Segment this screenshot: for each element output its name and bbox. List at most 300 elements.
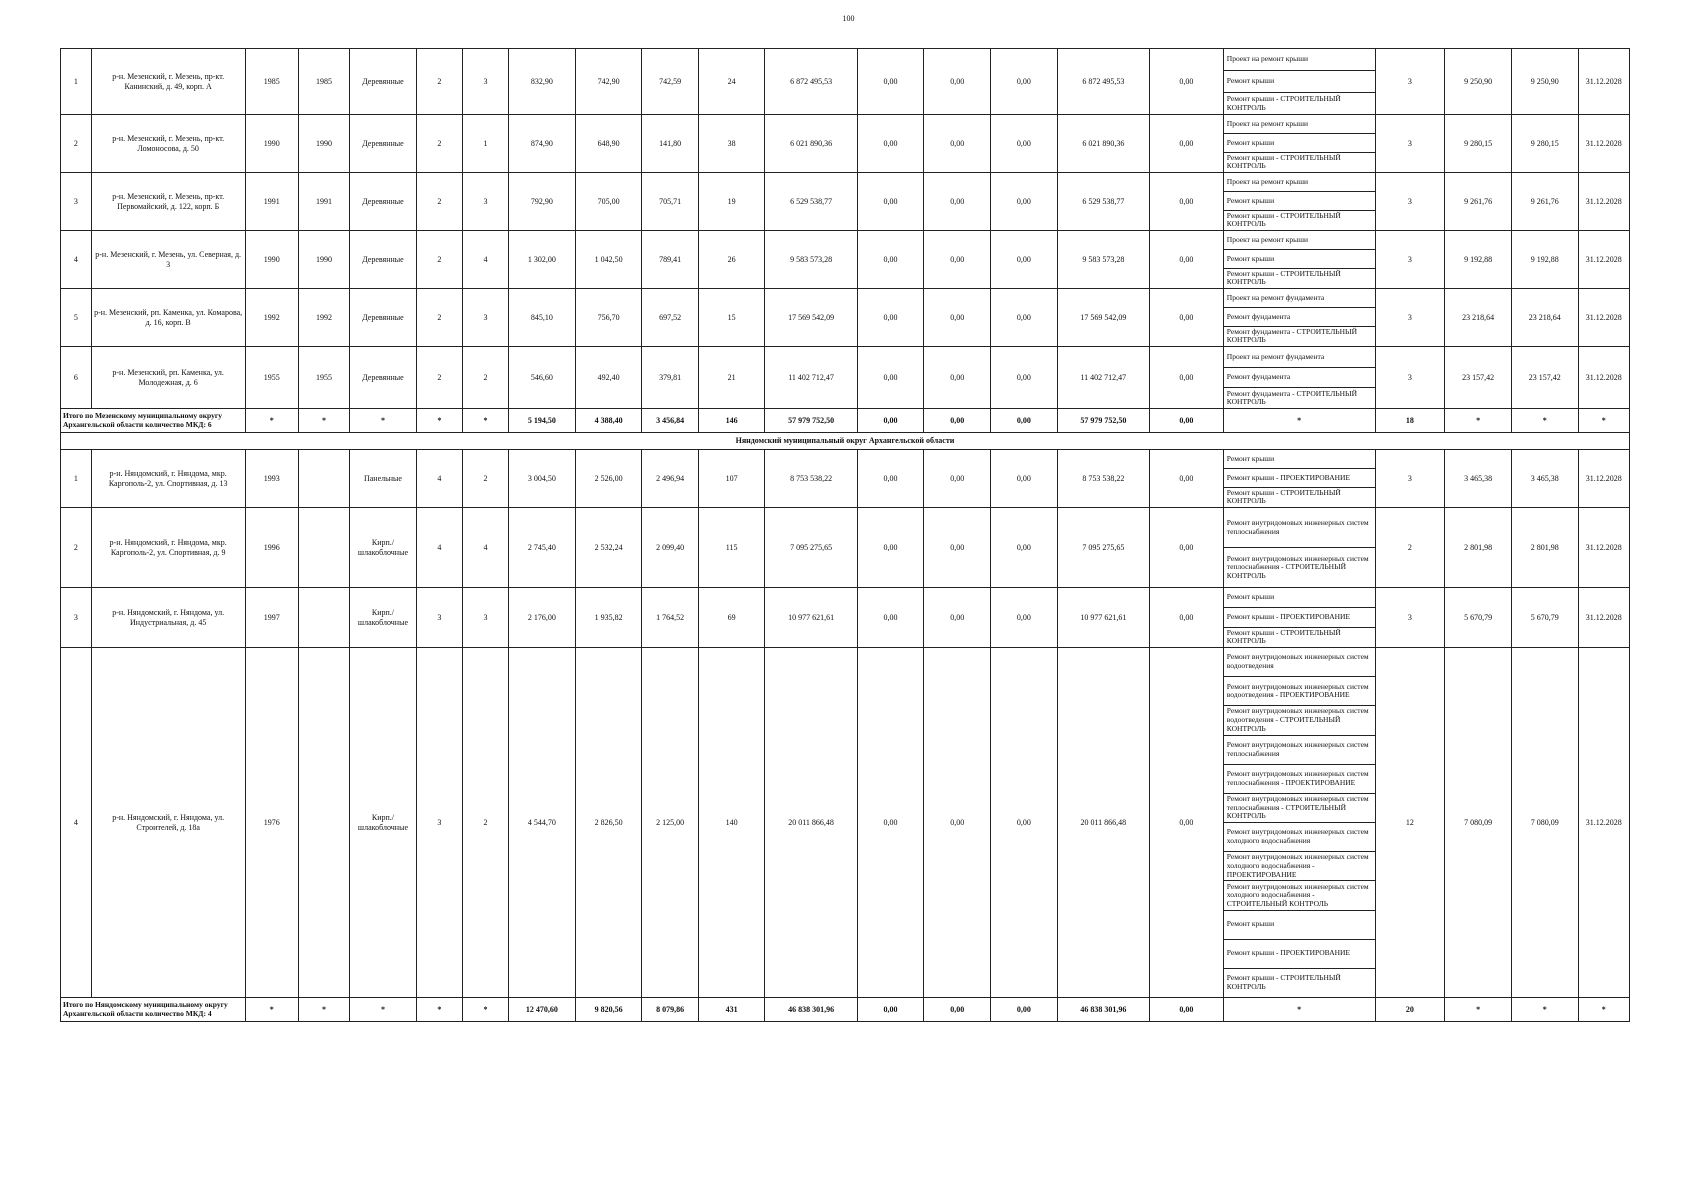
total-f2: 0,00 bbox=[924, 409, 991, 433]
work-item: Ремонт крыши bbox=[1224, 588, 1375, 608]
cell-en: 3 bbox=[462, 588, 508, 648]
cell-a2: 2 526,00 bbox=[575, 450, 642, 508]
cell-en: 3 bbox=[462, 289, 508, 347]
work-item: Ремонт внутридомовых инженерных систем теплоснабжения - ПРОЕКТИРОВАНИЕ bbox=[1224, 765, 1375, 794]
total-res: 146 bbox=[698, 409, 765, 433]
cell-fl: 4 bbox=[416, 450, 462, 508]
cell-y2: 1990 bbox=[298, 231, 349, 289]
total-date: * bbox=[1578, 998, 1629, 1022]
work-item: Ремонт внутридомовых инженерных систем теплоснабжения - СТРОИТЕЛЬНЫЙ КОНТРОЛЬ bbox=[1224, 794, 1375, 823]
work-item: Ремонт крыши - СТРОИТЕЛЬНЫЙ КОНТРОЛЬ bbox=[1226, 210, 1341, 229]
cell-a2: 1 935,82 bbox=[575, 588, 642, 648]
cell-a1: 845,10 bbox=[509, 289, 576, 347]
cell-a1: 4 544,70 bbox=[509, 648, 576, 998]
cell-f3: 0,00 bbox=[991, 173, 1058, 231]
cell-res: 19 bbox=[698, 173, 765, 231]
table-row bbox=[61, 173, 1630, 231]
total-f2: 0,00 bbox=[924, 998, 991, 1022]
cell-cost: 17 569 542,09 bbox=[765, 289, 857, 347]
work-item: Ремонт внутридомовых инженерных систем холодного водоснабжения bbox=[1224, 823, 1375, 852]
cell-y2 bbox=[298, 588, 349, 648]
cell-f3: 0,00 bbox=[991, 347, 1058, 409]
table-row bbox=[61, 115, 1630, 173]
cell-f5: 0,00 bbox=[1149, 289, 1223, 347]
cell-works bbox=[1223, 49, 1375, 115]
total-a3: 3 456,84 bbox=[642, 409, 698, 433]
total-c2: * bbox=[298, 998, 349, 1022]
cell-res: 38 bbox=[698, 115, 765, 173]
cell-u2: 9 250,90 bbox=[1511, 49, 1578, 115]
cell-y1: 1997 bbox=[245, 588, 298, 648]
cell-f3: 0,00 bbox=[991, 115, 1058, 173]
cell-f4: 6 872 495,53 bbox=[1057, 49, 1149, 115]
cell-u2: 3 465,38 bbox=[1511, 450, 1578, 508]
cell-f1: 0,00 bbox=[857, 289, 924, 347]
cell-res: 26 bbox=[698, 231, 765, 289]
cell-a3: 141,80 bbox=[642, 115, 698, 173]
work-item: Проект на ремонт крыши bbox=[1224, 231, 1375, 250]
cell-a3: 742,59 bbox=[642, 49, 698, 115]
work-item: Проект на ремонт крыши bbox=[1224, 115, 1375, 134]
cell-cnt: 3 bbox=[1375, 231, 1445, 289]
cell-u1: 5 670,79 bbox=[1445, 588, 1512, 648]
cell-a1: 546,60 bbox=[509, 347, 576, 409]
cell-cnt: 3 bbox=[1375, 289, 1445, 347]
cell-works bbox=[1223, 289, 1375, 347]
cell-a2: 742,90 bbox=[575, 49, 642, 115]
cell-n: 2 bbox=[61, 115, 92, 173]
cell-f3: 0,00 bbox=[991, 49, 1058, 115]
cell-y2: 1955 bbox=[298, 347, 349, 409]
cell-addr: р-н. Няндомский, г. Няндома, ул. Строителей, д. 18а bbox=[91, 648, 245, 998]
cell-u2: 2 801,98 bbox=[1511, 508, 1578, 588]
cell-works bbox=[1223, 648, 1375, 998]
cell-n: 4 bbox=[61, 231, 92, 289]
cell-addr: р-н. Мезенский, рп. Каменка, ул. Комарова, д. 16, корп. В bbox=[91, 289, 245, 347]
cell-f4: 9 583 573,28 bbox=[1057, 231, 1149, 289]
cell-f4: 17 569 542,09 bbox=[1057, 289, 1149, 347]
cell-y1: 1993 bbox=[245, 450, 298, 508]
cell-en: 3 bbox=[462, 49, 508, 115]
cell-res: 24 bbox=[698, 49, 765, 115]
section-mezen bbox=[61, 49, 1630, 433]
cell-n: 1 bbox=[61, 49, 92, 115]
cell-a3: 1 764,52 bbox=[642, 588, 698, 648]
cell-addr: р-н. Няндомский, г. Няндома, мкр. Каргополь-2, ул. Спортивная, д. 13 bbox=[91, 450, 245, 508]
cell-cost: 9 583 573,28 bbox=[765, 231, 857, 289]
cell-addr: р-н. Няндомский, г. Няндома, мкр. Каргополь-2, ул. Спортивная, д. 9 bbox=[91, 508, 245, 588]
total-f4: 46 838 301,96 bbox=[1057, 998, 1149, 1022]
cell-f5: 0,00 bbox=[1149, 347, 1223, 409]
total-w: * bbox=[1223, 998, 1375, 1022]
cell-a2: 2 826,50 bbox=[575, 648, 642, 998]
work-item: Ремонт крыши - СТРОИТЕЛЬНЫЙ КОНТРОЛЬ bbox=[1226, 487, 1341, 506]
cell-f4: 11 402 712,47 bbox=[1057, 347, 1149, 409]
cell-u1: 9 280,15 bbox=[1445, 115, 1512, 173]
total-f5: 0,00 bbox=[1149, 409, 1223, 433]
cell-u2: 5 670,79 bbox=[1511, 588, 1578, 648]
cell-works bbox=[1223, 231, 1375, 289]
cell-cnt: 2 bbox=[1375, 508, 1445, 588]
cell-u2: 9 192,88 bbox=[1511, 231, 1578, 289]
total-f1: 0,00 bbox=[857, 409, 924, 433]
cell-cnt: 3 bbox=[1375, 347, 1445, 409]
cell-u1: 9 261,76 bbox=[1445, 173, 1512, 231]
cell-u1: 7 080,09 bbox=[1445, 648, 1512, 998]
cell-f4: 7 095 275,65 bbox=[1057, 508, 1149, 588]
work-item: Проект на ремонт крыши bbox=[1224, 173, 1375, 192]
total-c1: * bbox=[245, 998, 298, 1022]
cell-mat: Кирп./ шлакоблочные bbox=[350, 588, 417, 648]
cell-res: 115 bbox=[698, 508, 765, 588]
cell-y1: 1992 bbox=[245, 289, 298, 347]
cell-y1: 1991 bbox=[245, 173, 298, 231]
cell-f1: 0,00 bbox=[857, 49, 924, 115]
cell-f1: 0,00 bbox=[857, 450, 924, 508]
cell-f1: 0,00 bbox=[857, 115, 924, 173]
cell-date: 31.12.2028 bbox=[1578, 347, 1629, 409]
cell-a3: 2 496,94 bbox=[642, 450, 698, 508]
work-item: Проект на ремонт фундамента bbox=[1224, 289, 1375, 308]
cell-n: 1 bbox=[61, 450, 92, 508]
work-item: Ремонт крыши - ПРОЕКТИРОВАНИЕ bbox=[1224, 469, 1375, 488]
total-u2: * bbox=[1511, 409, 1578, 433]
cell-a3: 2 125,00 bbox=[642, 648, 698, 998]
cell-date: 31.12.2028 bbox=[1578, 508, 1629, 588]
cell-f5: 0,00 bbox=[1149, 49, 1223, 115]
cell-u2: 9 261,76 bbox=[1511, 173, 1578, 231]
cell-f2: 0,00 bbox=[924, 49, 991, 115]
cell-f5: 0,00 bbox=[1149, 508, 1223, 588]
total-c5: * bbox=[462, 998, 508, 1022]
cell-a1: 2 176,00 bbox=[509, 588, 576, 648]
work-item: Ремонт внутридомовых инженерных систем водоотведения bbox=[1224, 648, 1375, 677]
cell-cnt: 3 bbox=[1375, 450, 1445, 508]
cell-f3: 0,00 bbox=[991, 508, 1058, 588]
total-c2: * bbox=[298, 409, 349, 433]
work-item: Ремонт крыши bbox=[1224, 192, 1375, 211]
cell-f2: 0,00 bbox=[924, 648, 991, 998]
cell-f4: 20 011 866,48 bbox=[1057, 648, 1149, 998]
total-u1: * bbox=[1445, 409, 1512, 433]
cell-u2: 9 280,15 bbox=[1511, 115, 1578, 173]
cell-addr: р-н. Мезенский, рп. Каменка, ул. Молодежная, д. 6 bbox=[91, 347, 245, 409]
cell-date: 31.12.2028 bbox=[1578, 648, 1629, 998]
cell-date: 31.12.2028 bbox=[1578, 450, 1629, 508]
cell-cost: 6 872 495,53 bbox=[765, 49, 857, 115]
cell-mat: Кирп./ шлакоблочные bbox=[350, 648, 417, 998]
work-item: Ремонт внутридомовых инженерных систем теплоснабжения bbox=[1224, 508, 1375, 548]
cell-a3: 789,41 bbox=[642, 231, 698, 289]
cell-a2: 1 042,50 bbox=[575, 231, 642, 289]
cell-res: 21 bbox=[698, 347, 765, 409]
cell-y2: 1992 bbox=[298, 289, 349, 347]
cell-u1: 9 250,90 bbox=[1445, 49, 1512, 115]
cell-u1: 3 465,38 bbox=[1445, 450, 1512, 508]
cell-en: 4 bbox=[462, 231, 508, 289]
total-a1: 12 470,60 bbox=[509, 998, 576, 1022]
cell-res: 69 bbox=[698, 588, 765, 648]
work-item: Ремонт фундамента - СТРОИТЕЛЬНЫЙ КОНТРОЛЬ bbox=[1226, 388, 1357, 407]
cell-a2: 705,00 bbox=[575, 173, 642, 231]
cell-f1: 0,00 bbox=[857, 588, 924, 648]
cell-works bbox=[1223, 508, 1375, 588]
work-item: Ремонт внутридомовых инженерных систем холодного водоснабжения - СТРОИТЕЛЬНЫЙ КОНТРОЛЬ bbox=[1224, 881, 1375, 910]
page-number: 100 bbox=[842, 14, 855, 23]
cell-works bbox=[1223, 588, 1375, 648]
cell-f3: 0,00 bbox=[991, 648, 1058, 998]
work-item: Ремонт крыши - СТРОИТЕЛЬНЫЙ КОНТРОЛЬ bbox=[1226, 152, 1341, 171]
cell-mat: Панельные bbox=[350, 450, 417, 508]
cell-res: 15 bbox=[698, 289, 765, 347]
work-item: Ремонт крыши - СТРОИТЕЛЬНЫЙ КОНТРОЛЬ bbox=[1226, 627, 1341, 646]
cell-mat: Деревянные bbox=[350, 347, 417, 409]
cell-mat: Деревянные bbox=[350, 289, 417, 347]
total-c3: * bbox=[350, 998, 417, 1022]
cell-n: 5 bbox=[61, 289, 92, 347]
cell-y1: 1990 bbox=[245, 115, 298, 173]
cell-fl: 3 bbox=[416, 648, 462, 998]
table-row bbox=[61, 347, 1630, 409]
total-w: * bbox=[1223, 409, 1375, 433]
cell-u2: 7 080,09 bbox=[1511, 648, 1578, 998]
cell-date: 31.12.2028 bbox=[1578, 173, 1629, 231]
total-date: * bbox=[1578, 409, 1629, 433]
cell-a1: 1 302,00 bbox=[509, 231, 576, 289]
work-item: Ремонт крыши - ПРОЕКТИРОВАНИЕ bbox=[1224, 940, 1375, 969]
cell-cost: 20 011 866,48 bbox=[765, 648, 857, 998]
work-item: Ремонт внутридомовых инженерных систем водоотведения - ПРОЕКТИРОВАНИЕ bbox=[1224, 677, 1375, 706]
cell-a1: 874,90 bbox=[509, 115, 576, 173]
cell-fl: 2 bbox=[416, 49, 462, 115]
cell-res: 140 bbox=[698, 648, 765, 998]
cell-cost: 8 753 538,22 bbox=[765, 450, 857, 508]
cell-date: 31.12.2028 bbox=[1578, 588, 1629, 648]
cell-f2: 0,00 bbox=[924, 588, 991, 648]
table-row bbox=[61, 450, 1630, 508]
cell-a2: 2 532,24 bbox=[575, 508, 642, 588]
cell-n: 3 bbox=[61, 588, 92, 648]
cell-f5: 0,00 bbox=[1149, 115, 1223, 173]
cell-u1: 23 157,42 bbox=[1445, 347, 1512, 409]
cell-fl: 2 bbox=[416, 231, 462, 289]
cell-f5: 0,00 bbox=[1149, 450, 1223, 508]
cell-a3: 705,71 bbox=[642, 173, 698, 231]
cell-en: 3 bbox=[462, 173, 508, 231]
cell-f2: 0,00 bbox=[924, 115, 991, 173]
work-item: Ремонт крыши - СТРОИТЕЛЬНЫЙ КОНТРОЛЬ bbox=[1226, 268, 1341, 287]
cell-cnt: 3 bbox=[1375, 115, 1445, 173]
cell-mat: Деревянные bbox=[350, 231, 417, 289]
total-res: 431 bbox=[698, 998, 765, 1022]
total-label: Итого по Няндомскому муниципальному округу Архангельской области количество МКД: 4 bbox=[61, 998, 246, 1022]
total-c4: * bbox=[416, 998, 462, 1022]
cell-f2: 0,00 bbox=[924, 173, 991, 231]
cell-y2 bbox=[298, 508, 349, 588]
cell-a2: 492,40 bbox=[575, 347, 642, 409]
cell-cnt: 3 bbox=[1375, 173, 1445, 231]
work-item: Ремонт фундамента bbox=[1224, 308, 1375, 327]
repair-program-table bbox=[60, 48, 1630, 1022]
total-c5: * bbox=[462, 409, 508, 433]
cell-fl: 2 bbox=[416, 289, 462, 347]
cell-fl: 4 bbox=[416, 508, 462, 588]
cell-f4: 8 753 538,22 bbox=[1057, 450, 1149, 508]
cell-a1: 2 745,40 bbox=[509, 508, 576, 588]
cell-f5: 0,00 bbox=[1149, 173, 1223, 231]
section-nyandoma bbox=[61, 450, 1630, 1022]
cell-f2: 0,00 bbox=[924, 450, 991, 508]
cell-en: 2 bbox=[462, 450, 508, 508]
cell-fl: 2 bbox=[416, 347, 462, 409]
cell-f1: 0,00 bbox=[857, 508, 924, 588]
total-a2: 4 388,40 bbox=[575, 409, 642, 433]
cell-res: 107 bbox=[698, 450, 765, 508]
cell-addr: р-н. Мезенский, г. Мезень, ул. Северная, д. 3 bbox=[91, 231, 245, 289]
table-row bbox=[61, 289, 1630, 347]
cell-works bbox=[1223, 450, 1375, 508]
cell-date: 31.12.2028 bbox=[1578, 49, 1629, 115]
cell-works bbox=[1223, 173, 1375, 231]
cell-en: 2 bbox=[462, 347, 508, 409]
cell-u1: 23 218,64 bbox=[1445, 289, 1512, 347]
cell-y1: 1990 bbox=[245, 231, 298, 289]
cell-en: 4 bbox=[462, 508, 508, 588]
cell-y1: 1996 bbox=[245, 508, 298, 588]
work-item: Ремонт крыши bbox=[1224, 250, 1375, 269]
total-f3: 0,00 bbox=[991, 409, 1058, 433]
work-item: Ремонт крыши bbox=[1224, 911, 1375, 940]
total-cnt: 18 bbox=[1375, 409, 1445, 433]
cell-cnt: 3 bbox=[1375, 49, 1445, 115]
cell-cost: 6 021 890,36 bbox=[765, 115, 857, 173]
cell-f5: 0,00 bbox=[1149, 648, 1223, 998]
total-c3: * bbox=[350, 409, 417, 433]
total-f1: 0,00 bbox=[857, 998, 924, 1022]
cell-en: 2 bbox=[462, 648, 508, 998]
total-c1: * bbox=[245, 409, 298, 433]
cell-n: 3 bbox=[61, 173, 92, 231]
cell-n: 2 bbox=[61, 508, 92, 588]
work-item: Ремонт фундамента - СТРОИТЕЛЬНЫЙ КОНТРОЛЬ bbox=[1226, 326, 1357, 345]
cell-f1: 0,00 bbox=[857, 173, 924, 231]
cell-f4: 6 529 538,77 bbox=[1057, 173, 1149, 231]
cell-n: 6 bbox=[61, 347, 92, 409]
work-item: Ремонт внутридомовых инженерных систем теплоснабжения - СТРОИТЕЛЬНЫЙ КОНТРОЛЬ bbox=[1226, 553, 1369, 580]
cell-cnt: 3 bbox=[1375, 588, 1445, 648]
cell-cost: 10 977 621,61 bbox=[765, 588, 857, 648]
work-item: Ремонт внутридомовых инженерных систем холодного водоснабжения - ПРОЕКТИРОВАНИЕ bbox=[1224, 852, 1375, 881]
cell-cost: 11 402 712,47 bbox=[765, 347, 857, 409]
total-row bbox=[61, 409, 1630, 433]
work-item: Проект на ремонт крыши bbox=[1224, 49, 1375, 71]
total-f5: 0,00 bbox=[1149, 998, 1223, 1022]
cell-fl: 2 bbox=[416, 173, 462, 231]
cell-u1: 2 801,98 bbox=[1445, 508, 1512, 588]
cell-date: 31.12.2028 bbox=[1578, 289, 1629, 347]
cell-y2: 1991 bbox=[298, 173, 349, 231]
cell-y2 bbox=[298, 648, 349, 998]
cell-mat: Деревянные bbox=[350, 49, 417, 115]
work-item: Ремонт крыши bbox=[1224, 134, 1375, 153]
work-item: Ремонт крыши - СТРОИТЕЛЬНЫЙ КОНТРОЛЬ bbox=[1226, 973, 1341, 991]
work-item: Ремонт внутридомовых инженерных систем водоотведения - СТРОИТЕЛЬНЫЙ КОНТРОЛЬ bbox=[1224, 706, 1375, 735]
cell-y1: 1976 bbox=[245, 648, 298, 998]
table-row bbox=[61, 648, 1630, 998]
table-row bbox=[61, 49, 1630, 115]
cell-mat: Деревянные bbox=[350, 173, 417, 231]
cell-addr: р-н. Мезенский, г. Мезень, пр-кт. Первомайский, д. 122, корп. Б bbox=[91, 173, 245, 231]
cell-a3: 697,52 bbox=[642, 289, 698, 347]
cell-y1: 1955 bbox=[245, 347, 298, 409]
total-label: Итого по Мезенскому муниципальному округу Архангельской области количество МКД: 6 bbox=[61, 409, 246, 433]
cell-mat: Кирп./ шлакоблочные bbox=[350, 508, 417, 588]
cell-f5: 0,00 bbox=[1149, 588, 1223, 648]
cell-a3: 2 099,40 bbox=[642, 508, 698, 588]
cell-y2 bbox=[298, 450, 349, 508]
cell-f2: 0,00 bbox=[924, 231, 991, 289]
total-a3: 8 079,86 bbox=[642, 998, 698, 1022]
cell-cnt: 12 bbox=[1375, 648, 1445, 998]
cell-works bbox=[1223, 347, 1375, 409]
total-cost: 57 979 752,50 bbox=[765, 409, 857, 433]
cell-y2: 1990 bbox=[298, 115, 349, 173]
cell-addr: р-н. Мезенский, г. Мезень, пр-кт. Ломоносова, д. 50 bbox=[91, 115, 245, 173]
total-a2: 9 820,56 bbox=[575, 998, 642, 1022]
cell-f3: 0,00 bbox=[991, 289, 1058, 347]
cell-addr: р-н. Няндомский, г. Няндома, ул. Индустриальная, д. 45 bbox=[91, 588, 245, 648]
work-item: Ремонт крыши - СТРОИТЕЛЬНЫЙ КОНТРОЛЬ bbox=[1226, 93, 1341, 112]
cell-f4: 10 977 621,61 bbox=[1057, 588, 1149, 648]
cell-date: 31.12.2028 bbox=[1578, 231, 1629, 289]
table-row bbox=[61, 231, 1630, 289]
section-title: Няндомский муниципальный округ Архангельской области bbox=[61, 433, 1630, 450]
total-cnt: 20 bbox=[1375, 998, 1445, 1022]
total-f4: 57 979 752,50 bbox=[1057, 409, 1149, 433]
total-u1: * bbox=[1445, 998, 1512, 1022]
cell-cost: 6 529 538,77 bbox=[765, 173, 857, 231]
cell-f3: 0,00 bbox=[991, 588, 1058, 648]
cell-a1: 3 004,50 bbox=[509, 450, 576, 508]
cell-addr: р-н. Мезенский, г. Мезень, пр-кт. Канинский, д. 49, корп. А bbox=[91, 49, 245, 115]
cell-mat: Деревянные bbox=[350, 115, 417, 173]
cell-f2: 0,00 bbox=[924, 289, 991, 347]
cell-fl: 2 bbox=[416, 115, 462, 173]
total-u2: * bbox=[1511, 998, 1578, 1022]
table-row bbox=[61, 588, 1630, 648]
table-row bbox=[61, 508, 1630, 588]
work-item: Проект на ремонт фундамента bbox=[1224, 347, 1375, 368]
cell-fl: 3 bbox=[416, 588, 462, 648]
cell-f3: 0,00 bbox=[991, 450, 1058, 508]
section-header-row bbox=[61, 433, 1630, 450]
cell-f3: 0,00 bbox=[991, 231, 1058, 289]
cell-a1: 832,90 bbox=[509, 49, 576, 115]
work-item: Ремонт крыши bbox=[1224, 71, 1375, 93]
work-item: Ремонт крыши - ПРОЕКТИРОВАНИЕ bbox=[1224, 608, 1375, 628]
cell-u1: 9 192,88 bbox=[1445, 231, 1512, 289]
cell-a2: 648,90 bbox=[575, 115, 642, 173]
total-f3: 0,00 bbox=[991, 998, 1058, 1022]
total-row bbox=[61, 998, 1630, 1022]
cell-works bbox=[1223, 115, 1375, 173]
total-a1: 5 194,50 bbox=[509, 409, 576, 433]
cell-f5: 0,00 bbox=[1149, 231, 1223, 289]
work-item: Ремонт фундамента bbox=[1224, 368, 1375, 389]
cell-a1: 792,90 bbox=[509, 173, 576, 231]
cell-f1: 0,00 bbox=[857, 231, 924, 289]
total-c4: * bbox=[416, 409, 462, 433]
